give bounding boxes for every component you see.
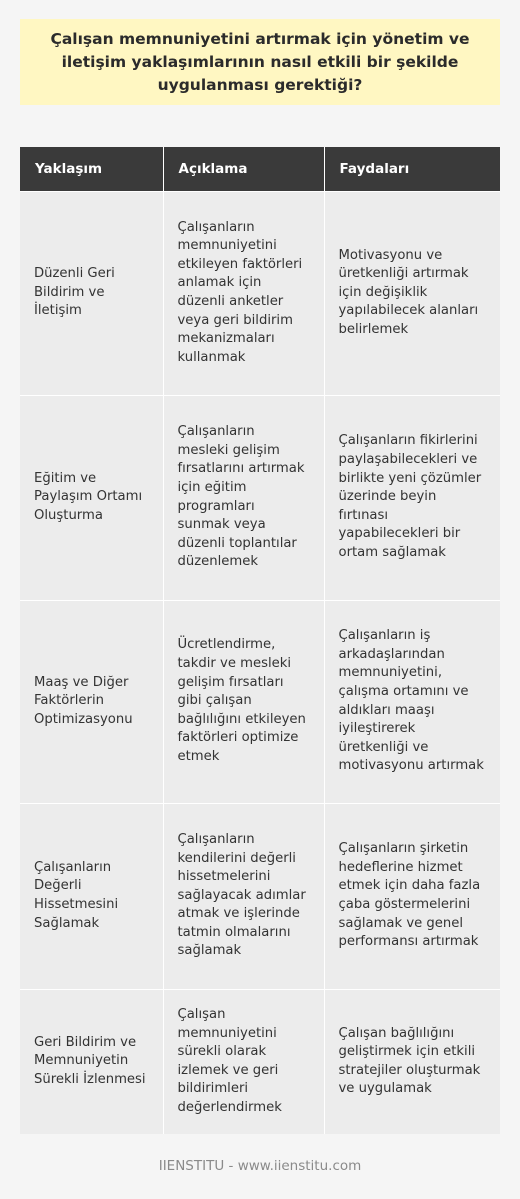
approach-table [20,147,500,1134]
cell-approach: Düzenli Geri Bildirim ve İletişim [20,191,163,395]
cell-benefits: Çalışanların şirketin hedeflerine hizmet etmek için daha fazla çaba göstermelerini sağlamak ve genel performansı artırmak [324,803,500,989]
cell-benefits: Çalışan bağlılığını geliştirmek için etkili stratejiler oluşturmak ve uygulamak [324,989,500,1134]
page-title: Çalışan memnuniyetini artırmak için yönetim ve iletişim yaklaşımlarının nasıl etkili bir şekilde uygulanması gerektiği? [50,29,470,94]
table-row [20,989,500,1134]
cell-description: Ücretlendirme, takdir ve mesleki gelişim fırsatları gibi çalışan bağlılığını etkileyen faktörleri optimize etmek [163,600,324,803]
cell-description: Çalışanların mesleki gelişim fırsatlarını artırmak için eğitim programları sunmak veya düzenli toplantılar düzenlemek [163,395,324,600]
cell-benefits: Çalışanların iş arkadaşlarından memnuniyetini, çalışma ortamını ve aldıkları maaşı iyileştirerek üretkenliği ve motivasyonu artırmak [324,600,500,803]
cell-approach: Çalışanların Değerli Hissetmesini Sağlamak [20,803,163,989]
cell-approach: Geri Bildirim ve Memnuniyetin Sürekli İzlenmesi [20,989,163,1134]
table-row [20,191,500,395]
cell-approach: Eğitim ve Paylaşım Ortamı Oluşturma [20,395,163,600]
cell-description: Çalışan memnuniyetini sürekli olarak izlemek ve geri bildirimleri değerlendirmek [163,989,324,1134]
cell-description: Çalışanların memnuniyetini etkileyen faktörleri anlamak için düzenli anketler veya geri bildirim mekanizmaları kullanmak [163,191,324,395]
cell-description: Çalışanların kendilerini değerli hissetmelerini sağlayacak adımlar atmak ve işlerinde tatmin olmalarını sağlamak [163,803,324,989]
header-description: Açıklama [163,147,324,191]
table-header-row [20,147,500,191]
header-benefits: Faydaları [324,147,500,191]
table-row [20,395,500,600]
cell-benefits: Motivasyonu ve üretkenliği artırmak için değişiklik yapılabilecek alanları belirlemek [324,191,500,395]
footer-credit: IIENSTITU - www.iienstitu.com [158,1158,362,1174]
header-approach: Yaklaşım [20,147,163,191]
table-row [20,803,500,989]
title-banner [20,19,500,105]
cell-approach: Maaş ve Diğer Faktörlerin Optimizasyonu [20,600,163,803]
cell-benefits: Çalışanların fikirlerini paylaşabilecekleri ve birlikte yeni çözümler üzerinde beyin fırtınası yapabilecekleri bir ortam sağlamak [324,395,500,600]
table-row [20,600,500,803]
